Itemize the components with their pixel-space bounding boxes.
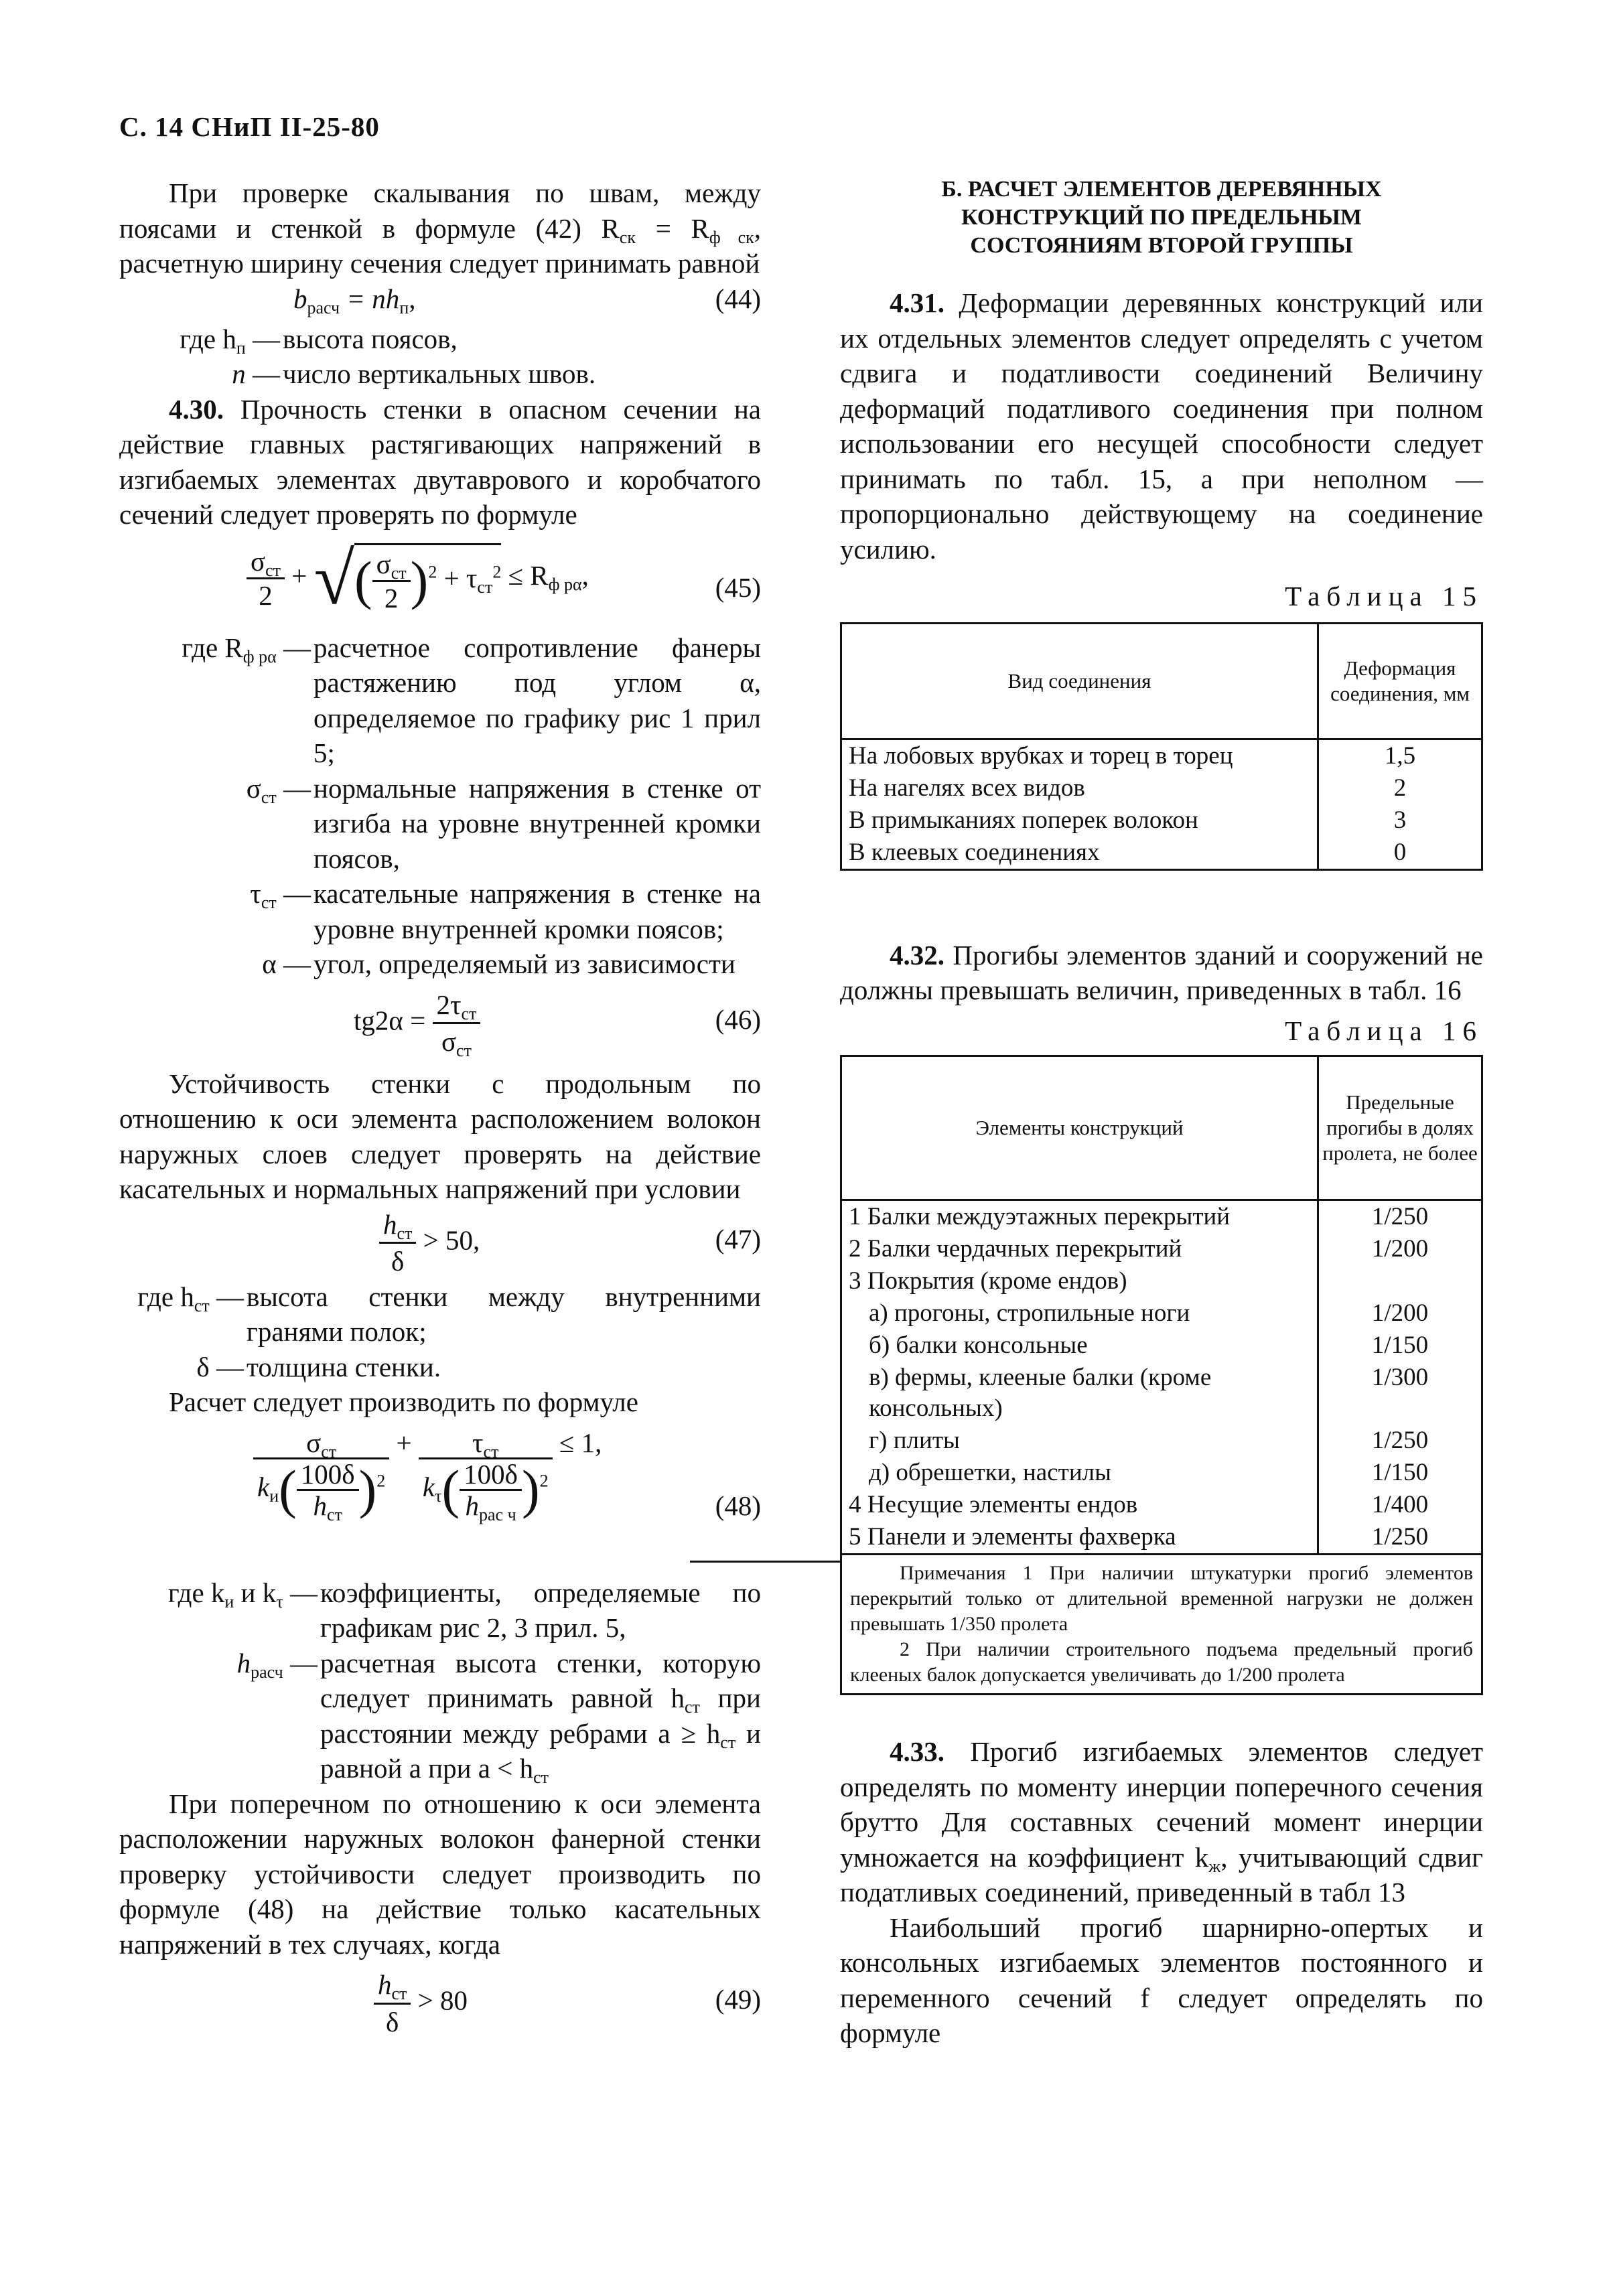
row-value: 0 [1318, 837, 1482, 870]
formula-44: $b_{расч} = nh_п$, (44) [293, 281, 761, 321]
left-column [119, 175, 761, 2039]
eq-number-46: (46) [715, 1003, 761, 1035]
row-value: 1/250 [1318, 1200, 1482, 1234]
table-row [841, 1297, 1482, 1330]
table-row [841, 1425, 1482, 1457]
row-label: На нагелях всех видов [841, 772, 1318, 804]
row-label: 3 Покрытия (кроме ендов) [841, 1265, 1318, 1297]
section-title: Б. РАСЧЕТ ЭЛЕМЕНТОВ ДЕРЕВЯННЫХ КОНСТРУКЦИЙ ПО ПРЕДЕЛЬНЫМ СОСТОЯНИЯМ ВТОРОЙ ГРУППЫ [941, 177, 1382, 258]
paragraph-4-33: 4.33. Прогиб изгибаемых элементов следует определять по моменту инерции поперечного сечения брутто Для составных сечений момент инерции умножается на коэффициент $k_ж$, учитывающий сдвиг податливых соединений, приведенный в табл 13 [840, 1736, 1483, 1908]
definition-hp: где $h_п$ — высота поясов, [180, 323, 458, 358]
row-value: 1/300 [1318, 1362, 1482, 1425]
connector-line [690, 1561, 841, 1563]
definition-delta: δ — толщина стенки. [196, 1351, 441, 1382]
row-label: в) фермы, клееные балки (кроме консольных) [841, 1362, 1318, 1425]
row-label: д) обрешетки, настилы [841, 1457, 1318, 1489]
paragraph-4-31: 4.31. Деформации деревянных конструкций или их отдельных элементов следует определять с учетом сдвига и податливости соединений Величину деформаций податливого соединения при полном использовании его несущей способности следует принимать по табл. 15, а при неполном — пропорционально действующему на соединение усилию. [840, 287, 1483, 565]
paragraph-transverse: При поперечном по отношению к оси элемента расположении наружных волокон фанерной стенки проверку устойчивости следует производить по формуле (48) на действие только касательных напряжений в тех случаях, когда [119, 1788, 761, 1960]
row-value: 1/150 [1318, 1457, 1482, 1489]
definition-k: где $k_и$ и $k_\tau$ — коэффициенты, определяемые по графикам рис 2, 3 прил. 5, [167, 1577, 761, 1643]
row-label: В примыканиях поперек волокон [841, 804, 1318, 837]
row-label: а) прогоны, стропильные ноги [841, 1297, 1318, 1330]
row-label: В клеевых соединениях [841, 837, 1318, 870]
definition-hst: где $h_{ст}$ — высота стенки между внутренними гранями полок; [137, 1281, 761, 1347]
table-row [841, 1330, 1482, 1362]
row-label: 1 Балки междуэтажных перекрытий [841, 1200, 1318, 1234]
table-16 [840, 1055, 1483, 1555]
formula-48: $\sigma_{ст}$ $k_и$( $\frac{100\delta}{h_{ст}}$ )$^2$ + $\tau_{ст}$ $k_\tau$( $\frac{100\delta}{h_{рас ч}}$ )$^2$ ≤ 1, (48) [253, 1428, 761, 1575]
table15-header-type: Вид соединения [841, 623, 1318, 739]
row-value: 1/250 [1318, 1521, 1482, 1555]
row-value: 1/200 [1318, 1233, 1482, 1265]
row-label: На лобовых врубках и торец в торец [841, 739, 1318, 772]
row-value: 1/200 [1318, 1297, 1482, 1330]
table16-note-2: 2 При наличии строительного подъема предельный прогиб клееных балок допускается увеличивать до 1/200 пролета [850, 1638, 1473, 1686]
eq-number-48: (48) [715, 1490, 761, 1521]
table-15 [840, 622, 1483, 871]
definition-Rf: где $R_{ф p\alpha}$ — расчетное сопротивление фанеры растяжению под углом α, определяемое по графику рис 1 прил 5; [182, 632, 761, 768]
table16-note-1: Примечания 1 При наличии штукатурки прогиб элементов перекрытий только от длительной временной нагрузки не должен превышать 1/350 пролета [850, 1562, 1473, 1635]
row-value [1318, 1265, 1482, 1297]
paragraph-calc: Расчет следует производить по формуле [169, 1386, 638, 1417]
table16-header-elements: Элементы конструкций [841, 1056, 1318, 1200]
table-row [841, 1265, 1482, 1297]
table15-header-deform: Деформация соединения, мм [1318, 623, 1482, 739]
row-label: 4 Несущие элементы ендов [841, 1489, 1318, 1521]
eq-number-49: (49) [715, 1984, 761, 2015]
formula-45: $\frac{\sigma_{ст}}{2}$ + √( $\frac{\sigma_{ст}}{2}$ )$^2 + \tau_{ст}^2 \le R_{ф p\alpha}$, (45) [247, 543, 761, 630]
eq-number-44: (44) [715, 283, 761, 314]
row-label: 2 Балки чердачных перекрытий [841, 1233, 1318, 1265]
table-row [841, 1362, 1482, 1425]
row-value: 3 [1318, 804, 1482, 837]
row-label: б) балки консольные [841, 1330, 1318, 1362]
paragraph-4-30: 4.30. Прочность стенки в опасном сечении на действие главных растягивающих напряжений в изгибаемых элементах двутаврового и коробчатого сечений следует проверять по формуле [119, 393, 761, 530]
table-row [841, 1521, 1482, 1555]
row-value: 1/250 [1318, 1425, 1482, 1457]
table-row [841, 772, 1482, 804]
paragraph-max-deflection: Наибольший прогиб шарнирно-опертых и консольных изгибаемых элементов постоянного и переменного сечений f следует определять по формуле [840, 1912, 1483, 2048]
table-row [841, 1489, 1482, 1521]
paragraph-shear: При проверке скалывания по швам, между поясами и стенкой в формуле (42) $R_{ск} = R_{ф ск}$, расчетную ширину сечения следует принимать равной [119, 177, 761, 279]
table-row [841, 804, 1482, 837]
formula-46: tg2α = $\frac{2\tau_{ст}}{\sigma_{ст}}$ (46) [354, 987, 761, 1060]
page-header: С. 14 СНиП II-25-80 [119, 111, 380, 142]
definition-tau: $\tau_{ст}$ — касательные напряжения в стенке на уровне внутренней кромки поясов; [250, 878, 761, 944]
definition-sigma: $\sigma_{ст}$ — нормальные напряжения в стенке от изгиба на уровне внутренней кромки поясов, [246, 772, 761, 874]
definition-n: n — число вертикальных швов. [232, 358, 596, 389]
table-row [841, 1457, 1482, 1489]
row-value: 1,5 [1318, 739, 1482, 772]
row-label: г) плиты [841, 1425, 1318, 1457]
table16-header-deflection: Предельные прогибы в долях пролета, не более [1318, 1056, 1482, 1200]
row-value: 1/400 [1318, 1489, 1482, 1521]
table16-notes [840, 1555, 1483, 1695]
table-row [841, 837, 1482, 870]
paragraph-4-32: 4.32. Прогибы элементов зданий и сооружений не должны превышать величин, приведенных в табл. 16 [840, 939, 1483, 1005]
paragraph-stability: Устойчивость стенки с продольным по отношению к оси элемента расположением волокон наружных слоев следует проверять на действие касательных и нормальных напряжений при условии [119, 1068, 761, 1204]
eq-number-47: (47) [715, 1223, 761, 1254]
definition-alpha: α — угол, определяемый из зависимости [262, 948, 735, 979]
table-row [841, 739, 1482, 772]
formula-47: $\frac{h_{ст}}{\delta}$ > 50, (47) [379, 1207, 761, 1279]
table-row [841, 1200, 1482, 1234]
table16-caption: Таблица 16 [1285, 1015, 1483, 1046]
table15-caption: Таблица 15 [1285, 581, 1483, 612]
row-value: 1/150 [1318, 1330, 1482, 1362]
row-value: 2 [1318, 772, 1482, 804]
row-label: 5 Панели и элементы фахверка [841, 1521, 1318, 1555]
formula-49: $\frac{h_{ст}}{\delta}$ > 80 (49) [374, 1967, 761, 2039]
right-column [840, 175, 1483, 2051]
definition-hrasch: $h_{расч}$ — расчетная высота стенки, которую следует принимать равной $h_{ст}$ при расстоянии между ребрами $a \ge h_{ст}$ и равной a при $a < h_{ст}$ [236, 1647, 761, 1787]
eq-number-45: (45) [715, 571, 761, 603]
table-row [841, 1233, 1482, 1265]
